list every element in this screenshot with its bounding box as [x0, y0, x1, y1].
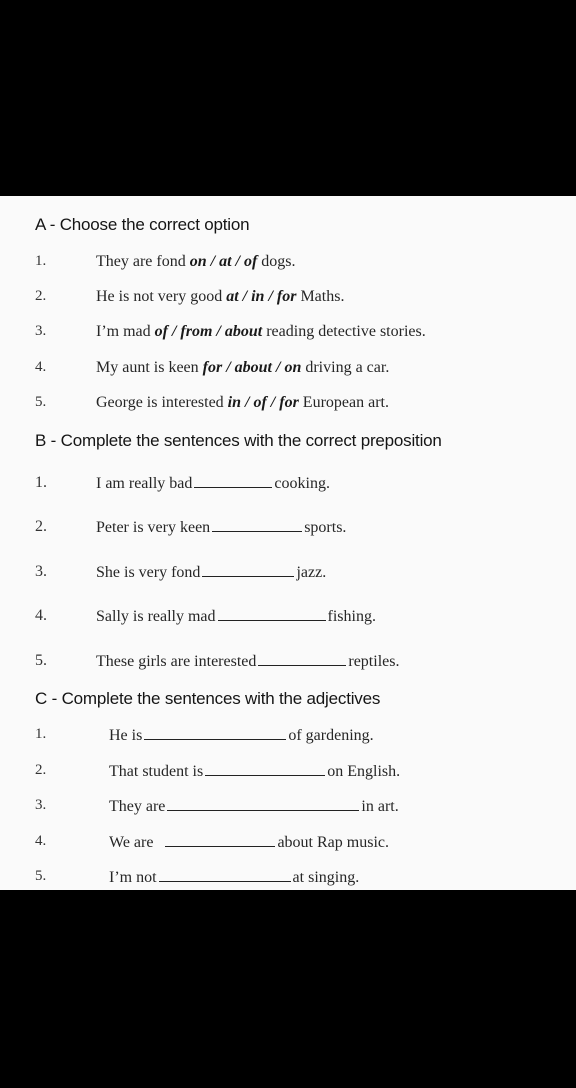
section-b-title: B - Complete the sentences with the correct preposition	[35, 431, 442, 450]
item-sentence: She is very fond jazz.	[96, 564, 327, 581]
item-options: on / at / of	[189, 253, 258, 270]
item-sentence: That student is on English.	[109, 763, 401, 780]
section-b-item	[0, 652, 576, 676]
item-sentence: My aunt is keen for / about / on driving a car.	[96, 359, 390, 376]
section-b-item	[0, 474, 576, 498]
item-number: 4.	[35, 607, 47, 624]
answer-blank	[144, 726, 286, 740]
answer-blank	[159, 868, 291, 882]
section-b-item	[0, 607, 576, 631]
section-c-item	[0, 833, 576, 857]
item-number: 5.	[35, 652, 47, 669]
item-number: 3.	[35, 797, 47, 813]
section-b-item	[0, 518, 576, 542]
item-number: 5.	[35, 394, 47, 410]
item-number: 1.	[35, 726, 47, 742]
item-sentence: George is interested in / of / for European art.	[96, 394, 389, 411]
section-c-item	[0, 726, 576, 750]
item-options: for / about / on	[202, 359, 302, 376]
answer-blank	[218, 607, 326, 621]
item-options: in / of / for	[227, 394, 299, 411]
item-sentence: They are in art.	[109, 798, 399, 815]
answer-blank	[205, 762, 325, 776]
section-a-item	[0, 323, 576, 347]
item-number: 2.	[35, 518, 47, 535]
item-sentence: We are about Rap music.	[109, 834, 389, 851]
answer-blank	[258, 652, 346, 666]
item-options: at / in / for	[226, 288, 297, 305]
answer-blank	[202, 563, 294, 577]
section-c-title: C - Complete the sentences with the adjectives	[35, 689, 381, 708]
section-c-item	[0, 868, 576, 892]
section-a-title: A - Choose the correct option	[35, 215, 250, 234]
section-a-item	[0, 394, 576, 418]
item-number: 4.	[35, 359, 47, 375]
item-sentence: He is not very good at / in / for Maths.	[96, 288, 345, 305]
answer-blank	[212, 518, 302, 532]
item-number: 3.	[35, 323, 47, 339]
section-c-item	[0, 797, 576, 821]
item-sentence: I am really bad cooking.	[96, 475, 330, 492]
item-sentence: He is of gardening.	[109, 727, 374, 744]
answer-blank	[194, 474, 272, 488]
item-options: of / from / about	[154, 323, 263, 340]
item-sentence: I’m mad of / from / about reading detective stories.	[96, 323, 426, 340]
answer-blank	[165, 833, 275, 847]
section-b-item	[0, 563, 576, 587]
item-sentence: They are fond on / at / of dogs.	[96, 253, 296, 270]
item-sentence: I’m not at singing.	[109, 869, 360, 886]
item-number: 1.	[35, 253, 47, 269]
section-a-item	[0, 288, 576, 312]
item-sentence: Sally is really mad fishing.	[96, 608, 376, 625]
section-a-item	[0, 359, 576, 383]
item-number: 3.	[35, 563, 47, 580]
item-number: 1.	[35, 474, 47, 491]
answer-blank	[167, 797, 359, 811]
section-a-item	[0, 253, 576, 277]
worksheet	[0, 196, 576, 890]
section-c-item	[0, 762, 576, 786]
item-number: 2.	[35, 762, 47, 778]
item-number: 5.	[35, 868, 47, 884]
item-sentence: Peter is very keen sports.	[96, 519, 347, 536]
item-sentence: These girls are interested reptiles.	[96, 653, 400, 670]
item-number: 4.	[35, 833, 47, 849]
item-number: 2.	[35, 288, 47, 304]
